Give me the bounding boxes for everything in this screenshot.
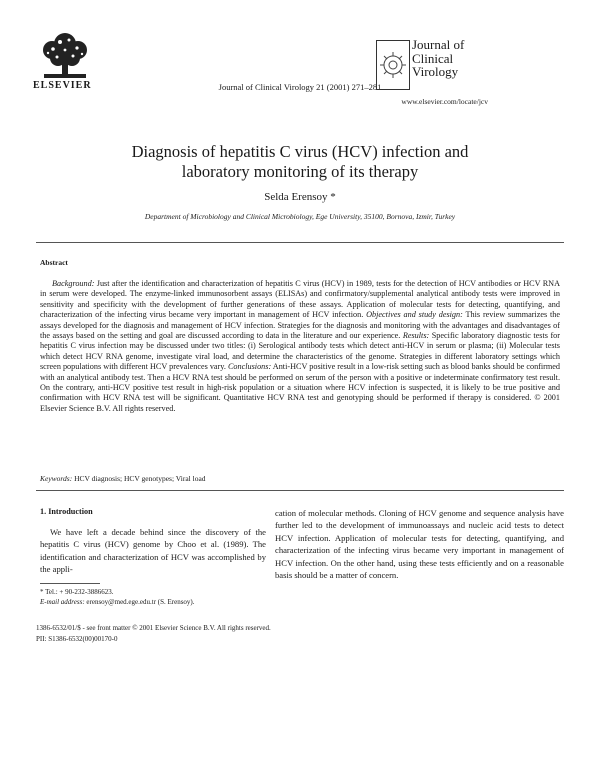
journal-title-line: Journal of [412,37,465,52]
journal-url[interactable]: www.elsevier.com/locate/jcv [401,97,488,106]
footnote-email [40,598,266,608]
journal-title [412,38,464,79]
publisher-name: ELSEVIER [33,80,92,91]
abstract-label-objectives: Objectives and study design: [366,310,463,320]
abstract-heading: Abstract [40,258,68,267]
keywords-text: HCV diagnosis; HCV genotypes; Viral load [72,474,206,483]
abstract-conclusions: Anti-HCV positive result in a low-risk setting such as blood banks should be confirmed with an analytical antibody test. Then a HCV RNA test should be performed on serum of the person with a positive or indeterminate confirmatory test result. On the contrary, anti-HCV positive test result in high-risk population or a situation where HCV infection is suspected, it is likely to be true positive and confirmation with HCV RNA test will be significant. Quantitative HCV RNA test and genotyping should be performed if therapy is considered. © 2001 Elsevier Science B.V. All rights reserved. [40,362,560,413]
top-rule [36,242,564,243]
footnote-rule [40,583,100,584]
footnote-email-text: erensoy@med.ege.edu.tr (S. Erensoy). [84,598,195,606]
footnote-email-label: E-mail address: [40,598,85,606]
pii-line: PII: S1386-6532(00)00170-0 [36,635,118,643]
title-line: Diagnosis of hepatitis C virus (HCV) infection and [131,142,469,161]
author-affiliation: Department of Microbiology and Clinical Microbiology, Ege University, 35100, Bornova, Izmir, Turkey [144,212,456,221]
article-title [60,142,540,182]
abstract-label-background: Background: [52,279,95,288]
keywords-label: Keywords: [40,474,73,483]
abstract-results: Specific laboratory diagnostic tests for hepatitis C virus infection may be discussed under two titles: (i) Serological antibody tests which detect anti-HCV in serum or plasma; (ii) Molecular tests which detect HCV RNA genome, investigate viral load, and determine the characteristics of the genome. Strategies in different laboratory settings which screen populations with different HCV prevalences vary. [40,331,560,372]
journal-title-line: Clinical [412,50,454,66]
footnote-tel: * Tel.: + 90-232-3886623. [40,588,114,596]
abstract-label-results: Results: [402,331,430,341]
journal-reference: Journal of Clinical Virology 21 (2001) 271–281 [218,82,382,92]
journal-logo-frame [376,40,410,90]
journal-cover-icon [377,41,409,89]
abstract-body [40,279,560,414]
elsevier-tree-logo [36,30,94,80]
section-heading-introduction: 1. Introduction [40,507,93,516]
abstract-objectives: This review summarizes the assays developed for the diagnosis and management of HCV infection. Strategies for the diagnosis and monitoring with the advantages and disadvantages of the assays based on the setting and goal are discussed according to data in the literature and our experience. [40,310,560,341]
copyright-line: 1386-6532/01/$ - see front matter © 2001 Elsevier Science B.V. All rights reserved. [36,624,271,632]
intro-column-right: cation of molecular methods. Cloning of HCV genome and sequence analysis have further led to the development of immunoassays and nucleic acid tests to detect HCV infection. Application of molecular tests for detecting, quantifying, and characterization of the infecting virus became very important in management of HCV infection. On the other hand, using these tests efficiently and on a reasonable basis should be a matter of concern. [275,508,564,581]
keywords [40,474,206,483]
abstract-background: Just after the identification and characterization of hepatitis C virus (HCV) in 1989, tests for the detection of HCV antibodies or HCV RNA in serum were developed. The enzyme-linked immunosorbent assays (ELISAs) and confirmatory/supplemental analytical antibody tests were improved in sensitivity and specificity with the development of further generations of these assays. Application of molecular tests for detecting, quantifying, and characterization of the infecting virus became very important in management of HCV infection. [40,279,560,320]
title-line: laboratory monitoring of its therapy [181,162,419,181]
journal-title-line: Virology [412,64,459,79]
keywords-rule [36,490,564,491]
abstract-label-conclusions: Conclusions: [227,362,272,372]
author-name: Selda Erensoy * [264,191,336,203]
intro-column-left: We have left a decade behind since the discovery of the hepatitis C virus (HCV) genome by Choo et al. (1989). The identification and characterization of HCV was accomplished by the appli- [40,527,266,575]
